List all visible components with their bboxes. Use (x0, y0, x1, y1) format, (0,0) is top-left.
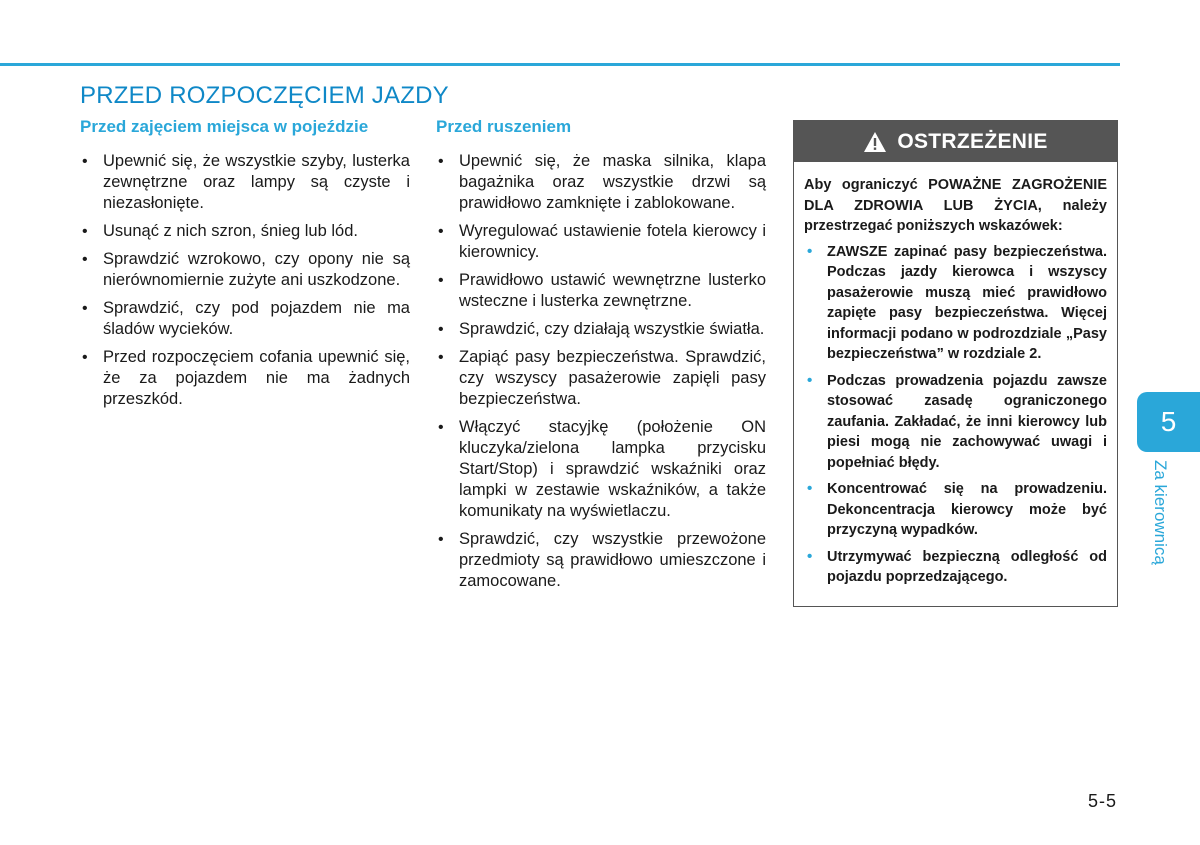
warning-title: OSTRZEŻENIE (897, 129, 1048, 153)
list-item-text: Usunąć z nich szron, śnieg lub lód. (103, 222, 358, 240)
list-item (80, 151, 410, 214)
bullet-icon: • (438, 223, 444, 240)
warning-header (794, 121, 1117, 162)
column-before-driving (436, 117, 766, 599)
warning-list (804, 242, 1107, 588)
bullet-icon: • (82, 153, 88, 170)
list-item (804, 371, 1107, 474)
bullet-icon: • (82, 300, 88, 317)
warning-body (794, 162, 1117, 588)
list-item (804, 479, 1107, 541)
page-number: 5-5 (1088, 791, 1118, 811)
list-item (436, 347, 766, 410)
list-item (436, 270, 766, 312)
bullet-icon: • (82, 223, 88, 240)
warning-box (793, 120, 1118, 607)
list-item (436, 221, 766, 263)
warning-triangle-icon (863, 131, 887, 153)
top-rule (0, 63, 1120, 66)
list-item (436, 417, 766, 522)
bullet-icon: • (438, 419, 444, 436)
list-item-text: Sprawdzić, czy pod pojazdem nie ma śladów wycieków. (103, 299, 410, 338)
list-item-text: Utrzymywać bezpieczną odległość od pojazdu poprzedzającego. (827, 548, 1107, 585)
bullet-icon: • (807, 547, 813, 565)
bullet-list (436, 151, 766, 592)
list-item (80, 249, 410, 291)
column-before-entering (80, 117, 410, 417)
chapter-label: Za kierownicą (1151, 460, 1170, 565)
bullet-icon: • (807, 242, 813, 260)
list-item-text: Włączyć stacyjkę (położenie ON kluczyka/zielona lampka przycisku Start/Stop) i sprawdzić wskaźniki oraz lampki w zestawie wskaźników, a także komunikaty na wyświetlaczu. (459, 418, 766, 520)
column-heading: Przed ruszeniem (436, 117, 572, 136)
list-item-text: Upewnić się, że wszystkie szyby, lusterka zewnętrzne oraz lampy są czyste i niezasłonięte. (103, 152, 410, 212)
list-item (804, 547, 1107, 588)
list-item-text: Sprawdzić, czy działają wszystkie światła. (459, 320, 765, 338)
bullet-icon: • (807, 371, 813, 389)
list-item (436, 151, 766, 214)
bullet-icon: • (82, 251, 88, 268)
bullet-list (80, 151, 410, 410)
chapter-tab[interactable]: 5 (1137, 392, 1200, 452)
list-item-text: Prawidłowo ustawić wewnętrzne lusterko wsteczne i lusterka zewnętrzne. (459, 271, 766, 310)
list-item (80, 347, 410, 410)
bullet-icon: • (82, 349, 88, 366)
list-item-text: Sprawdzić wzrokowo, czy opony nie są nierównomiernie zużyte ani uszkodzone. (103, 250, 410, 289)
bullet-icon: • (438, 321, 444, 338)
list-item-text: Wyregulować ustawienie fotela kierowcy i kierownicy. (459, 222, 766, 261)
bullet-icon: • (438, 153, 444, 170)
column-heading: Przed zajęciem miejsca w pojeździe (80, 117, 369, 136)
list-item (80, 298, 410, 340)
list-item (804, 242, 1107, 365)
bullet-icon: • (438, 531, 444, 548)
list-item (436, 319, 766, 340)
list-item-text: Przed rozpoczęciem cofania upewnić się, że za pojazdem nie ma żadnych przeszkód. (103, 348, 410, 408)
list-item-text: Koncentrować się na prowadzeniu. Dekoncentracja kierowcy może być przyczyną wypadków. (827, 481, 1107, 538)
list-item-text: Upewnić się, że maska silnika, klapa bagażnika oraz wszystkie drzwi są prawidłowo zamknięte i zablokowane. (459, 152, 766, 212)
list-item (436, 529, 766, 592)
bullet-icon: • (438, 349, 444, 366)
list-item-text: Zapiąć pasy bezpieczeństwa. Sprawdzić, czy wszyscy pasażerowie zapięli pasy bezpieczeństwa. (459, 348, 766, 408)
bullet-icon: • (438, 272, 444, 289)
bullet-icon: • (807, 480, 813, 497)
list-item-text: Podczas prowadzenia pojazdu zawsze stosować zasadę ograniczonego zaufania. Zakładać, że inni kierowcy lub piesi mogą nie zachowywać uwagi i popełniać błędy. (827, 372, 1107, 471)
list-item-text: ZAWSZE zapinać pasy bezpieczeństwa. Podczas jazdy kierowca i wszyscy pasażerowie muszą mieć prawidłowo zapięte pasy bezpieczeństwa. Więcej informacji podano w podrozdziale „Pasy bezpieczeństwa” w rozdziale 2. (827, 243, 1107, 362)
list-item-text: Sprawdzić, czy wszystkie przewożone przedmioty są prawidłowo umieszczone i zamocowane. (459, 530, 766, 590)
warning-intro: Aby ograniczyć POWAŻNE ZAGROŻENIE DLA ZDROWIA LUB ŻYCIA, należy przestrzegać poniższych wskazówek: (804, 177, 1107, 234)
list-item (80, 221, 410, 242)
section-title: PRZED ROZPOCZĘCIEM JAZDY (80, 82, 449, 109)
